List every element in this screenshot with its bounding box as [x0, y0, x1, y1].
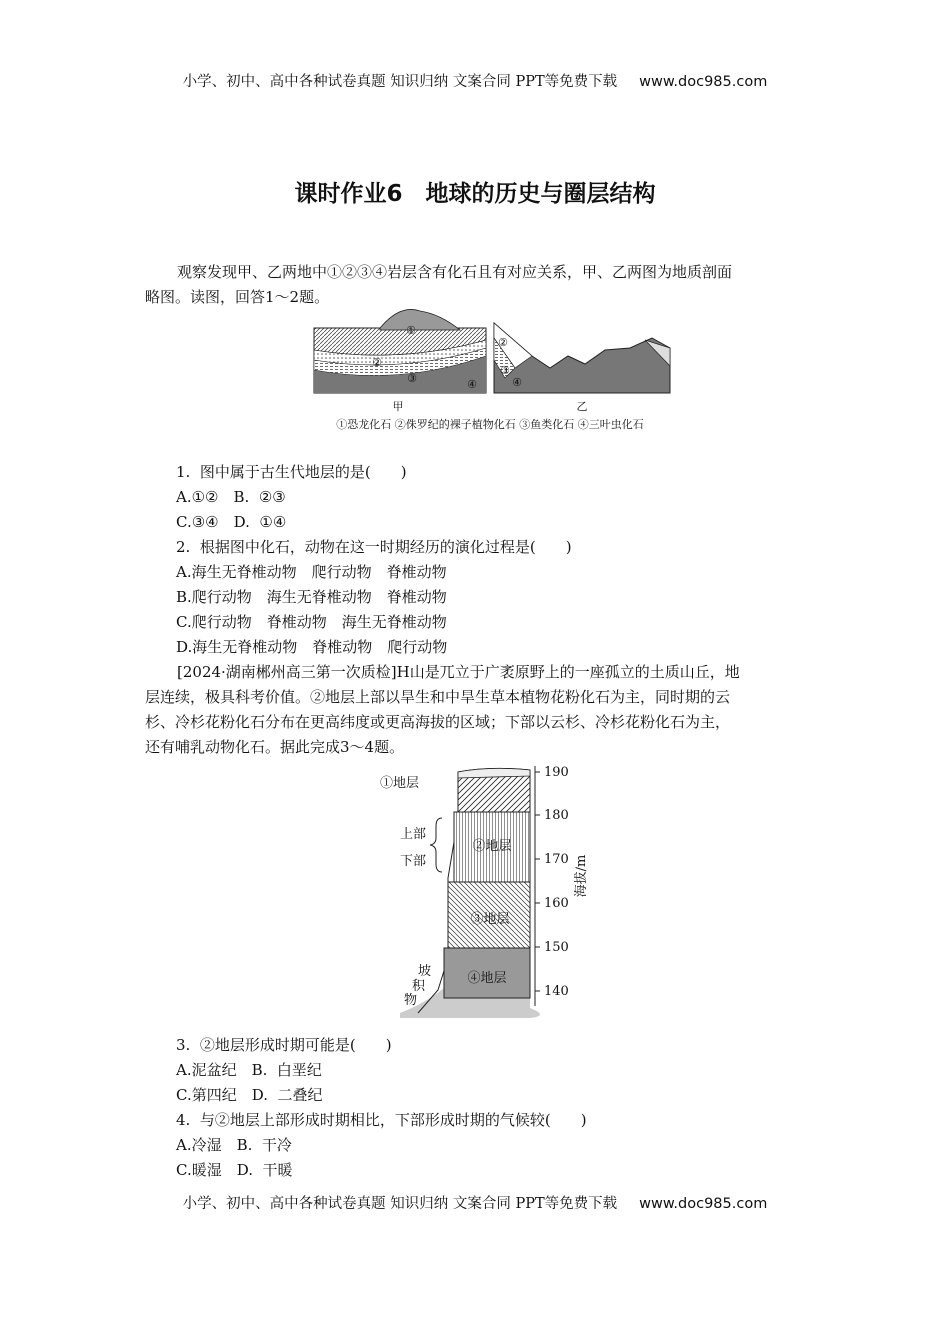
q2-option-d: D.海生无脊椎动物 脊椎动物 爬行动物 [176, 638, 448, 656]
figure-strata-column [380, 758, 600, 1023]
tick-150: 150 [544, 940, 569, 955]
marker-yi-4: ④ [512, 376, 522, 389]
intro1-line2: 略图。读图，回答1～2题。 [145, 288, 330, 306]
q3-stem: 3. ②地层形成时期可能是( ) [176, 1036, 392, 1054]
header-text: 小学、初中、高中各种试卷真题 知识归纳 文案合同 PPT等免费下载 [182, 74, 618, 90]
q3-options-cd: C.第四纪 D. 二叠纪 [176, 1086, 323, 1104]
axis-label: 海拔/m [574, 854, 589, 898]
section-jia [314, 309, 486, 393]
page-footer [0, 1192, 950, 1213]
q4-options-ab: A.冷湿 B. 干冷 [176, 1136, 292, 1154]
figure1-caption: ①恐龙化石 ②侏罗纪的裸子植物化石 ③鱼类化石 ④三叶虫化石 [336, 418, 644, 431]
tick-170: 170 [544, 852, 569, 867]
intro2-line1: [2024·湖南郴州高三第一次质检]H山是兀立于广袤原野上的一座孤立的土质山丘，地 [177, 663, 740, 681]
footer-url[interactable]: www.doc985.com [639, 1196, 768, 1212]
label-layer-2: ②地层 [472, 839, 512, 854]
axis-ticks [535, 772, 540, 991]
q1-options-ab: A.①② B. ②③ [176, 488, 286, 506]
footer-text: 小学、初中、高中各种试卷真题 知识归纳 文案合同 PPT等免费下载 [182, 1196, 618, 1212]
tick-140: 140 [544, 984, 569, 999]
intro1-line1: 观察发现甲、乙两地中①②③④岩层含有化石且有对应关系，甲、乙两图为地质剖面 [177, 263, 733, 281]
label-layer-3: ③地层 [470, 912, 510, 927]
page-title: 课时作业6 地球的历史与圈层结构 [294, 181, 656, 207]
label-slope-1: 坡 [418, 964, 432, 979]
marker-1: ① [406, 324, 416, 337]
q1-options-cd: C.③④ D. ①④ [176, 513, 287, 531]
intro-paragraph-1 [145, 260, 810, 310]
label-layer-4: ④地层 [467, 971, 507, 986]
q2-option-c: C.爬行动物 脊椎动物 海生无脊椎动物 [176, 613, 447, 631]
marker-3: ③ [407, 372, 417, 385]
q2-option-a: A.海生无脊椎动物 爬行动物 脊椎动物 [176, 563, 447, 581]
intro-paragraph-2 [145, 660, 810, 760]
figure-geologic-sections [300, 308, 685, 438]
marker-4: ④ [467, 378, 477, 391]
marker-2: ② [372, 356, 382, 369]
label-layer-1: ①地层 [380, 776, 420, 791]
q4-stem: 4. 与②地层上部形成时期相比，下部形成时期的气候较( ) [176, 1111, 587, 1129]
q3-options-ab: A.泥盆纪 B. 白垩纪 [176, 1061, 322, 1079]
label-lower: 下部 [400, 854, 427, 869]
header-url[interactable]: www.doc985.com [639, 74, 768, 90]
label-slope-3: 物 [404, 993, 418, 1008]
q2-option-b: B.爬行动物 海生无脊椎动物 脊椎动物 [176, 588, 447, 606]
label-upper: 上部 [400, 827, 427, 842]
tick-160: 160 [544, 896, 569, 911]
marker-yi-3: ③ [500, 364, 510, 377]
label-yi: 乙 [576, 400, 588, 413]
page-header [0, 70, 950, 91]
label-jia: 甲 [392, 400, 404, 413]
q4-options-cd: C.暖湿 D. 干暖 [176, 1161, 293, 1179]
marker-yi-2: ② [498, 336, 508, 349]
intro2-line4: 还有哺乳动物化石。据此完成3～4题。 [145, 738, 405, 756]
tick-180: 180 [544, 808, 569, 823]
intro2-line3: 杉、冷杉花粉化石分布在更高纬度或更高海拔的区域；下部以云杉、冷杉花粉化石为主， [145, 713, 731, 731]
intro2-line2: 层连续，极具科考价值。②地层上部以旱生和中旱生草本植物花粉化石为主，同时期的云 [145, 688, 731, 706]
tick-190: 190 [544, 765, 569, 780]
q1-stem: 1. 图中属于古生代地层的是( ) [176, 463, 407, 481]
q2-stem: 2. 根据图中化石，动物在这一时期经历的演化过程是( ) [176, 538, 572, 556]
label-slope-2: 积 [412, 979, 426, 994]
